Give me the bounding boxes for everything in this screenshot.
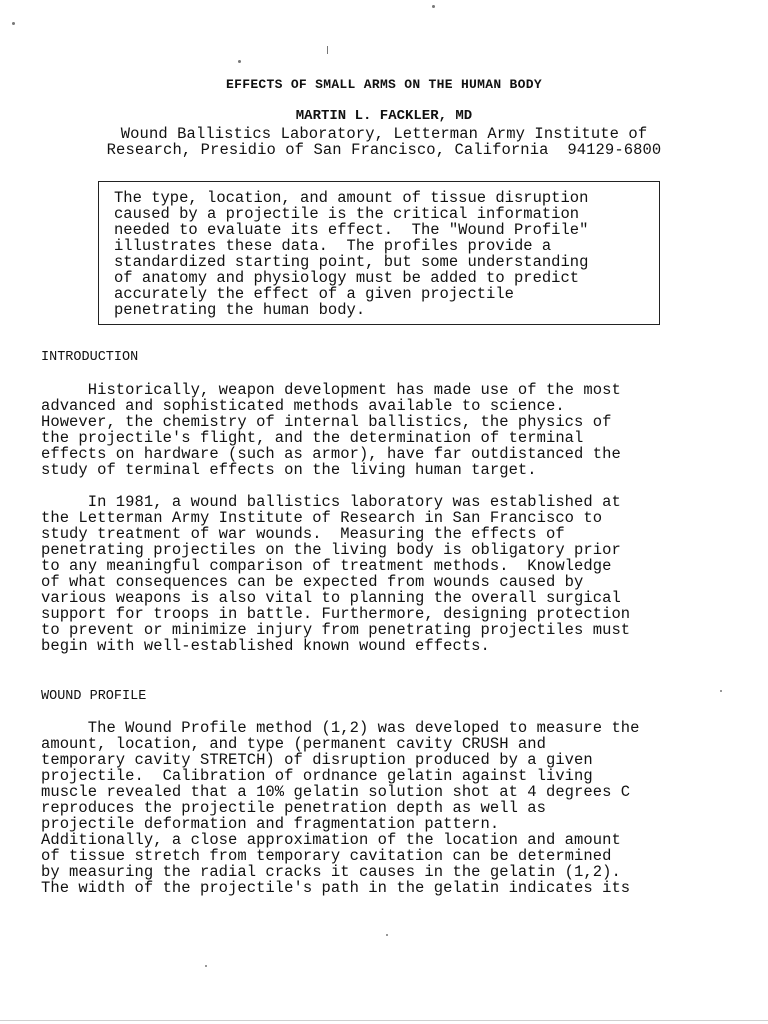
body-line: by measuring the radial cracks it causes in the gelatin (1,2). (41, 863, 621, 881)
scan-speck (386, 934, 388, 936)
abstract-line: The type, location, and amount of tissue disruption (114, 189, 589, 207)
body-line: In 1981, a wound ballistics laboratory was established at (41, 493, 621, 511)
body-line: projectile deformation and fragmentation pattern. (41, 815, 500, 833)
section-heading-introduction: INTRODUCTION (41, 350, 139, 365)
body-line: projectile. Calibration of ordnance gelatin against living (41, 767, 593, 785)
body-line: the Letterman Army Institute of Research in San Francisco to (41, 509, 603, 527)
body-line: Additionally, a close approximation of the location and amount (41, 831, 621, 849)
abstract-line: standardized starting point, but some understanding (114, 253, 589, 271)
abstract-line: penetrating the human body. (114, 301, 366, 319)
body-line: to any meaningful comparison of treatment methods. Knowledge (41, 557, 612, 575)
body-line: effects on hardware (such as armor), have far outdistanced the (41, 445, 621, 463)
body-line: Historically, weapon development has made use of the most (41, 381, 621, 399)
body-line: begin with well-established known wound effects. (41, 637, 490, 655)
author-name: MARTIN L. FACKLER, MD (295, 108, 473, 124)
section-heading-wound-profile: WOUND PROFILE (41, 689, 147, 704)
scan-speck (432, 5, 435, 8)
body-line: However, the chemistry of internal ballistics, the physics of (41, 413, 612, 431)
body-line: The Wound Profile method (1,2) was developed to measure the (41, 719, 640, 737)
body-line: of what consequences can be expected from wounds caused by (41, 573, 584, 591)
abstract-line: caused by a projectile is the critical information (114, 205, 580, 223)
body-line: reproduces the projectile penetration depth as well as (41, 799, 546, 817)
affiliation-line: Wound Ballistics Laboratory, Letterman Army Institute of (120, 125, 648, 143)
scan-speck (327, 46, 328, 54)
abstract-line: illustrates these data. The profiles provide a (114, 237, 552, 255)
body-line: support for troops in battle. Furthermore, designing protection (41, 605, 631, 623)
affiliation-line: Research, Presidio of San Francisco, California 94129-6800 (106, 141, 662, 159)
body-line: temporary cavity STRETCH) of disruption produced by a given (41, 751, 593, 769)
abstract-line: needed to evaluate its effect. The "Wound Profile" (114, 221, 589, 239)
paper-title: EFFECTS OF SMALL ARMS ON THE HUMAN BODY (226, 77, 542, 92)
body-line: penetrating projectiles on the living body is obligatory prior (41, 541, 621, 559)
body-line: various weapons is also vital to planning the overall surgical (41, 589, 621, 607)
body-line: study treatment of war wounds. Measuring the effects of (41, 525, 565, 543)
scan-speck (238, 60, 241, 63)
body-line: The width of the projectile's path in the gelatin indicates its (41, 879, 631, 897)
body-line: amount, location, and type (permanent cavity CRUSH and (41, 735, 546, 753)
abstract-box (98, 181, 660, 325)
body-line: to prevent or minimize injury from penetrating projectiles must (41, 621, 631, 639)
body-line: of tissue stretch from temporary cavitation can be determined (41, 847, 612, 865)
body-line: the projectile's flight, and the determination of terminal (41, 429, 584, 447)
scan-speck (720, 690, 722, 692)
body-line: study of terminal effects on the living human target. (41, 461, 537, 479)
scan-speck (12, 22, 15, 25)
body-line: advanced and sophisticated methods available to science. (41, 397, 565, 415)
scan-speck (205, 965, 207, 967)
scan-edge-line (0, 1020, 768, 1021)
body-line: muscle revealed that a 10% gelatin solution shot at 4 degrees C (41, 783, 631, 801)
abstract-line: accurately the effect of a given projectile (114, 285, 514, 303)
abstract-line: of anatomy and physiology must be added to predict (114, 269, 580, 287)
